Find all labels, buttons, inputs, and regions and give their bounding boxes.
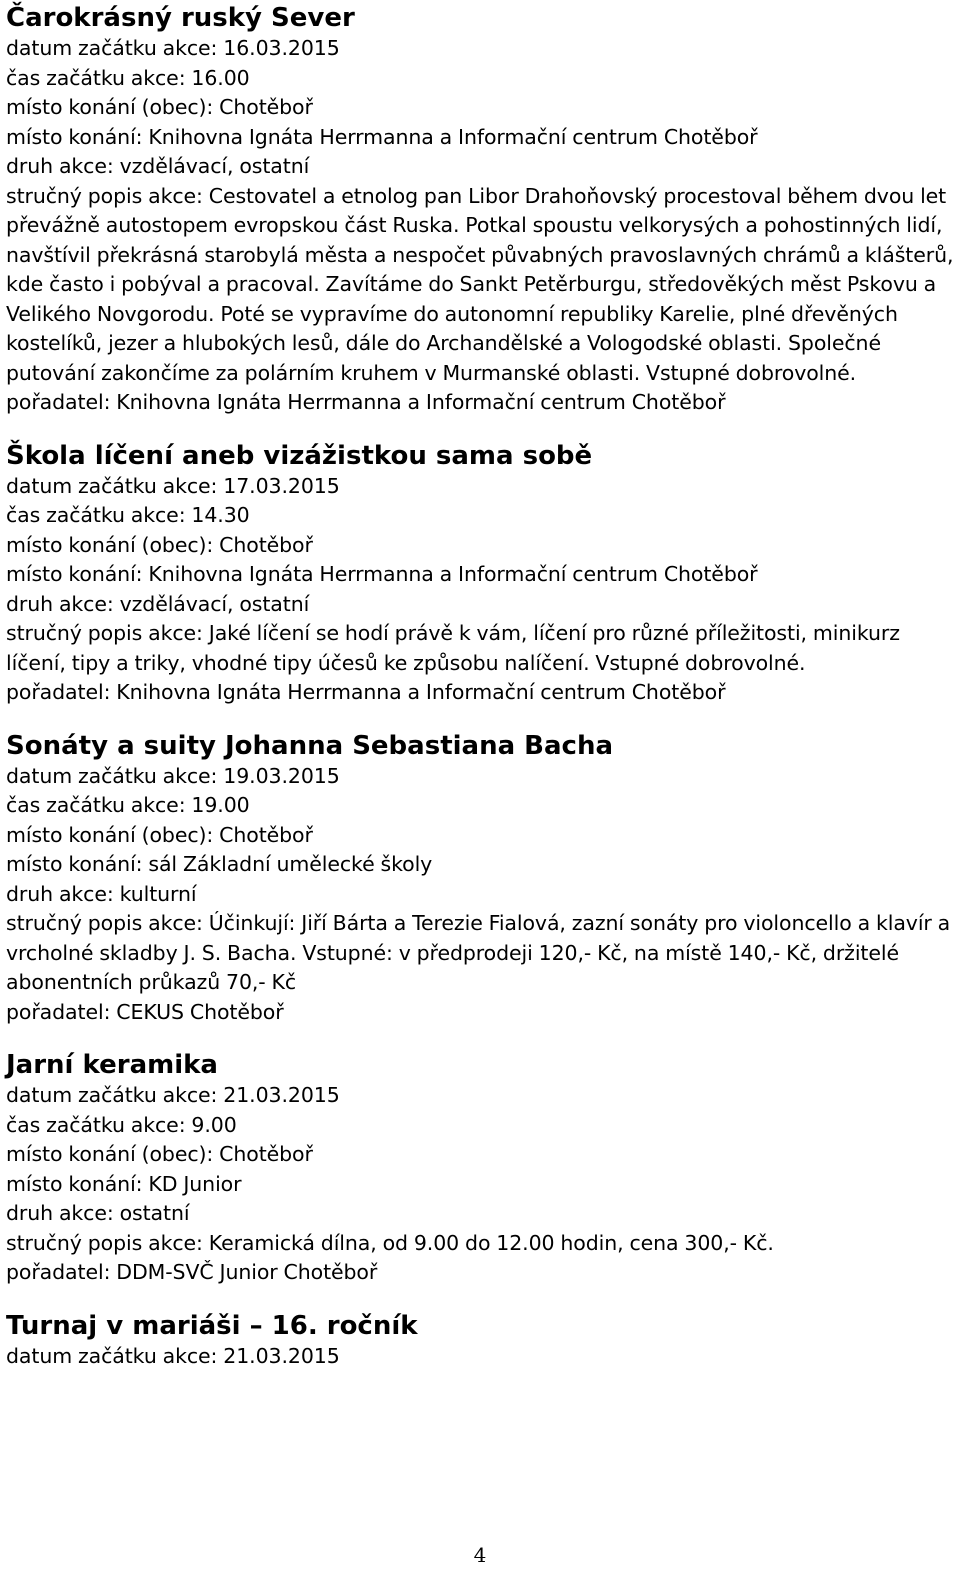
event-venue: místo konání: Knihovna Ignáta Herrmanna a Informační centrum Chotěboř [6,124,758,149]
event-description: stručný popis akce: Jaké líčení se hodí právě k vám, líčení pro různé příležitosti, minikurz líčení, tipy a triky, vhodné tipy účesů ke způsobu nalíčení. Vstupné dobrovolné. [6,621,900,675]
event-title: Sonáty a suity Johanna Sebastiana Bacha [6,730,614,761]
event-organizer: pořadatel: DDM-SVČ Junior Chotěboř [6,1260,378,1284]
event-municipality: místo konání (obec): Chotěboř [6,1142,313,1166]
event-municipality: místo konání (obec): Chotěboř [6,95,313,119]
event-type: druh akce: kulturní [6,881,197,906]
event-municipality: místo konání (obec): Chotěboř [6,822,313,847]
event-title: Škola líčení aneb vizážistkou sama sobě [6,440,593,471]
event-title: Jarní keramika [6,1050,218,1080]
event-listing [6,3,956,1394]
event-date: datum začátku akce: 21.03.2015 [6,1083,340,1107]
event-date: datum začátku akce: 19.03.2015 [6,763,340,788]
event-time: čas začátku akce: 14.30 [6,503,250,527]
event-time: čas začátku akce: 16.00 [6,65,250,90]
event-time: čas začátku akce: 19.00 [6,793,250,817]
event-venue: místo konání: sál Základní umělecké školy [6,852,433,876]
event-organizer: pořadatel: Knihovna Ignáta Herrmanna a Informační centrum Chotěboř [6,680,726,704]
event-organizer: pořadatel: Knihovna Ignáta Herrmanna a Informační centrum Chotěboř [6,390,726,414]
event-venue: místo konání: Knihovna Ignáta Herrmanna a Informační centrum Chotěboř [6,562,758,586]
event-title: Turnaj v mariáši – 16. ročník [6,1310,418,1341]
event-entry [6,731,956,1028]
event-entry [6,441,956,708]
event-venue: místo konání: KD Junior [6,1171,242,1196]
event-description: stručný popis akce: Účinkují: Jiří Bárta a Terezie Fialová, zazní sonáty pro violoncello a klavír a vrcholné skladby J. S. Bacha. Vstupné: v předprodeji 120,- Kč, na místě 140,- Kč, držitelé abonentních průkazů 70,- Kč [6,911,951,994]
event-title: Čarokrásný ruský Sever [6,3,355,33]
event-organizer: pořadatel: CEKUS Chotěboř [6,999,284,1024]
event-municipality: místo konání (obec): Chotěboř [6,532,313,557]
event-date: datum začátku akce: 16.03.2015 [6,36,340,60]
event-description: stručný popis akce: Keramická dílna, od 9.00 do 12.00 hodin, cena 300,- Kč. [6,1230,774,1255]
event-entry [6,1311,956,1372]
event-date: datum začátku akce: 17.03.2015 [6,473,340,498]
event-entry [6,3,956,418]
event-type: druh akce: vzdělávací, ostatní [6,154,310,178]
event-time: čas začátku akce: 9.00 [6,1112,237,1137]
event-date: datum začátku akce: 21.03.2015 [6,1343,340,1368]
page-number: 4 [473,1543,487,1567]
event-entry [6,1050,956,1288]
event-description: stručný popis akce: Cestovatel a etnolog pan Libor Drahoňovský procestoval během dvou let převážně autostopem evropskou část Ruska. Potkal spoustu velkorysých a pohostinných lidí, navštívil překrásná starobylá města a nespočet půvabných pravoslavných chrámů a klášterů, kde často i pobýval a pracoval. Zavítáme do Sankt Petěrburgu, středověkých měst Pskovu a Velikého Novgorodu. Poté se vypravíme do autonomní republiky Karelie, plné dřevěných kostelíků, jezer a hlubokých lesů, dále do Archandělské a Vologodské oblasti. Společné putování zakončíme za polárním kruhem v Murmanské oblasti. Vstupné dobrovolné. [6,183,954,385]
event-type: druh akce: ostatní [6,1201,190,1225]
event-type: druh akce: vzdělávací, ostatní [6,591,310,616]
